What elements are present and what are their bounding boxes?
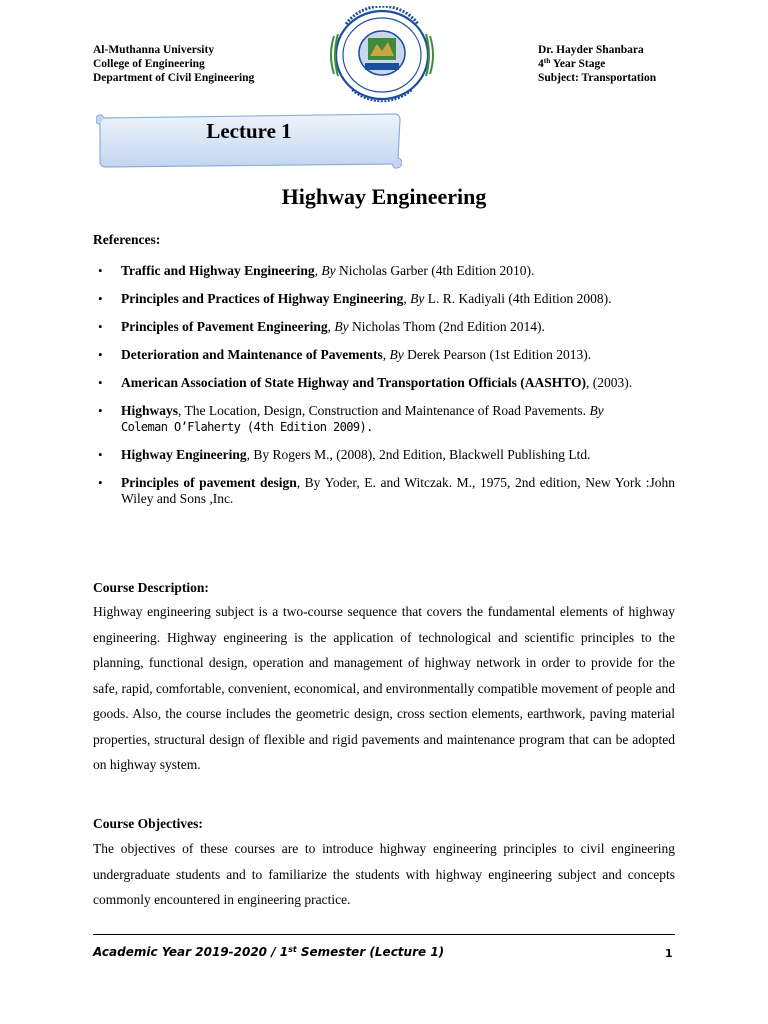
header-right-block [538,43,656,85]
list-item [93,263,675,279]
reference-title: American Association of State Highway and Transportation Officials (AASHTO) [121,375,587,390]
author-name: Dr. Hayder Shanbara [538,44,644,56]
reference-by: By [389,347,404,362]
reference-title: Principles of Pavement Engineering [121,319,328,334]
reference-title: Principles of pavement design [121,475,297,490]
list-item [93,291,675,307]
reference-by: By [334,319,349,334]
page-title: Highway Engineering [281,184,487,209]
bullet-icon: • [98,263,103,278]
reference-title: Traffic and Highway Engineering [121,263,315,278]
bullet-icon: • [98,291,103,306]
course-description-text: Highway engineering subject is a two-course sequence that covers the fundamental elements of highway engineering. Highway engineering is the application of technological and scientific principles to the planning, functional design, operation and management of highway network in order to provide for the safe, rapid, comfortable, convenient, economical, and environmentally compatible movement of people and goods. Also, the course includes the geometric design, cross section elements, earthwork, paving material properties, structural design of flexible and rigid pavements and maintenance program that can be adopted on highway system. [93,604,675,772]
reference-by: By [589,403,604,418]
lecture-banner-text: Lecture 1 [206,119,292,143]
university-logo-icon [322,6,442,104]
list-item [93,403,675,435]
reference-details: Nicholas Garber (4th Edition 2010). [335,263,535,278]
reference-separator: , [296,475,305,490]
stage-superscript: th [543,56,551,65]
reference-details: (2003). [592,375,633,390]
stage-text: Year Stage [550,58,606,70]
university-name: Al-Muthanna University [93,44,215,56]
subject-line: Subject: Transportation [538,72,657,84]
reference-separator: , [586,375,593,390]
list-item [93,475,675,507]
reference-details: Derek Pearson (1st Edition 2013). [403,347,592,362]
reference-separator: , [403,291,411,306]
list-item [93,375,675,391]
bullet-icon: • [98,475,103,490]
reference-separator: , [327,319,335,334]
list-item [93,319,675,335]
header-left-block [93,43,254,85]
course-objectives-heading: Course Objectives: [93,816,203,831]
reference-details: L. R. Kadiyali (4th Edition 2008). [424,291,612,306]
reference-details: The Location, Design, Construction and Maintenance of Road Pavements. [184,403,590,418]
reference-title: Principles and Practices of Highway Engineering [121,291,404,306]
reference-details: Nicholas Thom (2nd Edition 2014). [348,319,545,334]
references-heading: References: [93,232,161,247]
bullet-icon: • [98,447,103,462]
footer-superscript: st [288,945,297,954]
reference-separator: , [178,403,185,418]
bullet-icon: • [98,319,103,334]
reference-details: By Yoder, E. and Witczak. M., 1975, 2nd edition, New York :John Wiley and Sons ,Inc. [121,475,675,506]
bullet-icon: • [98,347,103,362]
reference-title: Deterioration and Maintenance of Pavements [121,347,383,362]
footer-divider [93,934,675,935]
college-name: College of Engineering [93,58,205,70]
stage-number: 4 [538,58,544,70]
footer-academic-year [93,945,444,959]
bullet-icon: • [98,403,103,418]
footer-text-b: Semester (Lecture 1) [296,945,445,959]
bullet-icon: • [98,375,103,390]
department-name: Department of Civil Engineering [93,72,255,84]
course-description-heading: Course Description: [93,580,209,595]
list-item [93,347,675,363]
reference-separator: , [382,347,390,362]
list-item [93,447,675,463]
reference-by: By [321,263,336,278]
reference-by: By [410,291,425,306]
page-number: 1 [665,947,673,960]
reference-details: By Rogers M., (2008), 2nd Edition, Blackwell Publishing Ltd. [253,447,591,462]
footer-text-a: Academic Year 2019-2020 / 1 [93,945,289,959]
reference-title: Highway Engineering [121,447,247,462]
course-objectives-text: The objectives of these courses are to introduce highway engineering principles to civil engineering undergraduate students and to familiarize the students with highway engineering subject and concepts commonly encountered in engineering practice. [93,841,675,907]
reference-separator: , [246,447,254,462]
references-list [93,263,675,519]
stage-line [538,57,656,71]
reference-title: Highways [121,403,179,418]
reference-author: Coleman O’Flaherty (4th Edition 2009). [121,420,373,434]
reference-separator: , [314,263,322,278]
